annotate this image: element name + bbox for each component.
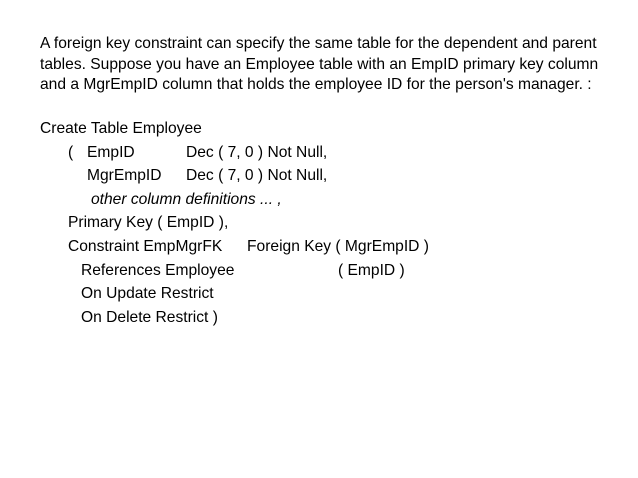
- intro-paragraph: [40, 34, 612, 96]
- primary-key-clause: Primary Key ( EmpID ),: [68, 214, 229, 232]
- column-def-empid: Dec ( 7, 0 ) Not Null,: [186, 143, 328, 161]
- on-delete-clause: On Delete Restrict ): [81, 308, 218, 326]
- column-def-mgrempid: Dec ( 7, 0 ) Not Null,: [186, 167, 328, 185]
- create-table-statement: Create Table Employee: [40, 120, 202, 137]
- column-name-mgrempid: MgrEmpID: [87, 167, 162, 185]
- other-column-definitions: other column definitions ... ,: [91, 190, 282, 208]
- references-clause: References Employee: [81, 261, 235, 279]
- foreign-key-clause: Foreign Key ( MgrEmpID ): [247, 237, 429, 255]
- intro-line-3: and a MgrEmpID column that holds the employee ID for the person's manager. :: [40, 76, 592, 93]
- references-column: ( EmpID ): [338, 261, 405, 279]
- on-update-clause: On Update Restrict: [81, 285, 214, 303]
- open-paren: (: [68, 143, 74, 161]
- constraint-name: Constraint EmpMgrFK: [68, 237, 223, 255]
- intro-line-1: A foreign key constraint can specify the same table for the dependent and parent: [40, 35, 597, 52]
- intro-line-2: tables. Suppose you have an Employee table with an EmpID primary key column: [40, 55, 599, 73]
- column-name-empid: EmpID: [87, 143, 135, 161]
